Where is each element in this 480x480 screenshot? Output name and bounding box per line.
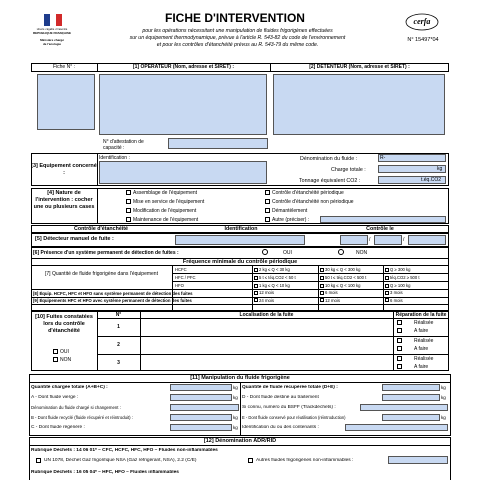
adr-rubrique-2: Rubrique Déchets : 16 05 04* – HFC, HFO – Fluides inflammables: [31, 470, 179, 475]
cb-hcfc-3[interactable]: [385, 268, 389, 272]
label-mise-en-service: Mise en service de l'équipement: [133, 199, 205, 205]
label-controle-periodique: Contrôle d'étanchéité périodique: [272, 190, 344, 196]
type-hfo: HFO: [175, 283, 184, 288]
detenteur-heading: [2] DETENTEUR (Nom, adresse et SIRET) :: [309, 64, 410, 70]
manip-right-label-4: Identification du ou des contenants :: [242, 425, 319, 430]
radio-oui[interactable]: [262, 249, 268, 255]
row9-label: [9] Équipements HFC et HFO avec système permanent de détection des fuites: [33, 298, 192, 303]
charge-input[interactable]: [378, 165, 446, 173]
autres-fluides-label: Autres fluides frigorigènes non-inflammables :: [256, 458, 354, 463]
fuite-row-3-location[interactable]: [141, 355, 392, 371]
fuite-3-afaire-label: A faire: [414, 364, 429, 370]
date-year-input[interactable]: [408, 235, 446, 245]
manip-left-input-4[interactable]: [170, 424, 232, 431]
cell-hcfc-3: Q ≥ 300 kg: [390, 267, 411, 272]
cb-hfo-2[interactable]: [320, 284, 324, 288]
autre-input[interactable]: [320, 216, 446, 223]
fuites-col-no: N°: [115, 312, 122, 318]
checkbox-autres-fluides[interactable]: [248, 458, 253, 463]
tonnage-label: Tonnage équivalent CO2 :: [299, 178, 361, 184]
checkbox-autre[interactable]: [265, 217, 270, 222]
fluid-prefix: R-: [380, 155, 386, 161]
autres-fluides-input[interactable]: [388, 456, 448, 464]
fuites-oui-label: OUI: [60, 349, 69, 355]
flag-icon: [32, 14, 72, 28]
checkbox-fuites-non[interactable]: [53, 357, 58, 362]
label-demantelement: Démantèlement: [272, 208, 308, 214]
checkbox-mise-en-service[interactable]: [126, 199, 131, 204]
fuite-2-realisee-checkbox[interactable]: [397, 338, 402, 343]
subtitle-line-2: sur un équipement thermodynamique, prévue à l'article R. 543-82 du code de l'environnement: [129, 35, 346, 41]
quantite-label: [7] Quantité de fluide frigorigène dans l'équipement: [45, 271, 158, 277]
adr-rubrique-1: Rubrique Déchets : 14 06 01* – CFC, HCFC, HFC, HFO – Fluides non-inflammables: [31, 448, 218, 453]
fuites-label: [10] Fuites constatées lors du contrôle d'étanchéité: [35, 314, 93, 334]
manip-left-label-3: B - Dont fluide recyclé (fluide récupéré et réintroduit) :: [31, 415, 133, 420]
attestation-label: N° d'attestation de capacité :: [103, 139, 144, 151]
manip-left-label-4: C - Dont fluide régénéré :: [31, 425, 85, 430]
radio-non[interactable]: [338, 249, 344, 255]
cell-hcfc-2: 30 kg ≤ Q < 300 kg: [325, 267, 361, 272]
republique-logo: [32, 14, 72, 52]
cell-hfo-3: Q ≥ 100 kg: [390, 283, 411, 288]
row8-value-2: 6 mois: [325, 290, 338, 295]
cb-row8-1[interactable]: [254, 291, 258, 295]
tonnage-unit: t.éq.CO2: [421, 177, 442, 183]
manip-right-input-1[interactable]: [382, 394, 440, 401]
operator-input[interactable]: [99, 74, 267, 135]
cb-hfc-3[interactable]: [385, 276, 389, 280]
operator-heading: [1] OPERATEUR (Nom, adresse et SIRET) :: [132, 64, 235, 70]
manipulation-title: [11] Manipulation du fluide frigorigène: [190, 375, 290, 381]
date-separator-1: /: [369, 237, 371, 243]
fuite-row-1-no: 1: [117, 324, 120, 330]
cell-hfo-2: 10 kg ≤ Q < 100 kg: [325, 283, 361, 288]
detecteur-identification-input[interactable]: [175, 235, 305, 245]
fuite-2-afaire-label: A faire: [414, 346, 429, 352]
manip-right-label-3: E - Dont fluide conservé pour réutilisation (réintroduction): [242, 415, 346, 420]
charge-unit: kg: [437, 166, 443, 172]
radio-oui-label: OUI: [283, 250, 292, 256]
attestation-input[interactable]: [168, 138, 268, 149]
checkbox-un1078[interactable]: [36, 458, 41, 463]
checkbox-assemblage[interactable]: [126, 190, 131, 195]
date-day-input[interactable]: [340, 235, 368, 245]
checkbox-maintenance[interactable]: [126, 217, 131, 222]
cb-hfo-3[interactable]: [385, 284, 389, 288]
date-month-input[interactable]: [374, 235, 402, 245]
manip-left-input-1[interactable]: [170, 394, 232, 401]
identification-heading: Identification: [224, 226, 258, 232]
identification-label: Identification :: [99, 155, 130, 161]
checkbox-demantelement[interactable]: [265, 208, 270, 213]
manip-right-label-0: Quantité de fluide récupérée totale (D+E) :: [242, 385, 338, 390]
manip-left-unit-0: kg: [233, 385, 238, 390]
cb-hfc-2[interactable]: [320, 276, 324, 280]
cell-hfc-3: téq.CO2 ≥ 500 t: [390, 275, 420, 280]
controle-le-heading: Contrôle le: [366, 226, 394, 232]
label-maintenance: Maintenance de l'équipement: [133, 217, 199, 223]
cb-row9-1[interactable]: [254, 298, 258, 302]
fuite-row-2-no: 2: [117, 342, 120, 348]
logo-ministere: Ministère chargé: [40, 39, 64, 42]
logo-motto: Liberté • Égalité • Fraternité: [36, 28, 68, 31]
manip-right-label-1: D - Dont fluide destiné au traitement: [242, 395, 319, 400]
adr-title: [12] Dénomination ADR/RID: [203, 438, 277, 444]
cell-hfc-1: 5 t ≤ téq.CO2 < 50 t: [259, 275, 296, 280]
row8-label: [8] Équip. HCFC, HFC et HFO sans système permanent de détection des fuites: [33, 291, 193, 296]
manip-right-unit-0: kg: [441, 385, 446, 390]
label-assemblage: Assemblage de l'équipement: [133, 190, 198, 196]
manip-right-unit-1: kg: [441, 395, 446, 400]
fiche-number-label: Fiche N° :: [52, 64, 75, 70]
manip-left-label-0: Quantité chargée totale (A+B+C) :: [31, 385, 108, 390]
cb-hcfc-1[interactable]: [254, 268, 258, 272]
fuite-1-afaire-label: A faire: [414, 328, 429, 334]
label-autre: Autre (préciser) :: [272, 217, 310, 223]
manip-right-label-2: Si connu, numéro du BSFF (Trackdéchets) :: [242, 405, 336, 410]
cerfa-logo: [405, 13, 439, 31]
manip-left-unit-3: kg: [233, 415, 238, 420]
radio-non-label: NON: [356, 250, 368, 256]
label-controle-non-periodique: Contrôle d'étanchéité non périodique: [272, 199, 354, 205]
equipement-label: [3] Équipement concerné :: [31, 163, 97, 176]
fuite-3-realisee-checkbox[interactable]: [397, 356, 402, 361]
checkbox-controle-non-periodique[interactable]: [265, 199, 270, 204]
manip-left-input-2[interactable]: [170, 404, 239, 411]
cerfa-number: N° 15497*04: [407, 37, 439, 43]
date-separator-2: /: [403, 237, 405, 243]
logo-ecologie: de l'écologie: [42, 43, 62, 46]
fuite-2-realisee-label: Réalisée: [414, 338, 434, 344]
row8-value-1: 12 mois: [259, 290, 275, 295]
manip-left-label-1: A - Dont fluide vierge :: [31, 395, 79, 400]
row9-value-1: 24 mois: [259, 298, 275, 303]
fuites-col-rep: Réparation de la fuite: [395, 312, 447, 318]
fuite-row-3-no: 3: [117, 360, 120, 366]
fuite-1-realisee-checkbox[interactable]: [397, 320, 402, 325]
un1078-label: UN 1078, Déchet Gaz frigorifique NSA (Gaz réfrigérant, NSA), 2.2 (C/E): [44, 458, 197, 463]
manip-right-input-2[interactable]: [360, 404, 448, 411]
fluid-name-label: Dénomination du fluide :: [300, 156, 358, 162]
cb-hfo-1[interactable]: [254, 284, 258, 288]
identification-input[interactable]: [99, 161, 267, 184]
checkbox-fuites-oui[interactable]: [53, 349, 58, 354]
detenteur-input[interactable]: [273, 74, 445, 135]
cb-row8-2[interactable]: [320, 291, 324, 295]
detecteur-label: [5] Détecteur manuel de fuite :: [35, 236, 114, 242]
manip-right-input-3[interactable]: [382, 414, 440, 421]
cell-hfo-1: 1 kg ≤ Q < 10 kg: [259, 283, 290, 288]
frequence-title: Fréquence minimale du contrôle périodique: [182, 259, 298, 265]
type-hcfc: HCFC: [175, 267, 187, 272]
controle-heading: Contrôle d'étanchéité: [74, 226, 128, 232]
type-hfc: HFC / PFC: [175, 275, 196, 280]
fuites-col-loc: Localisation de la fuite: [239, 312, 294, 318]
logo-republique: RÉPUBLIQUE FRANÇAISE: [32, 32, 71, 35]
row9-value-3: 6 mois: [390, 298, 403, 303]
fuite-2-afaire-checkbox[interactable]: [397, 346, 402, 351]
charge-label: Charge totale :: [331, 167, 366, 173]
manip-right-input-0[interactable]: [382, 384, 440, 391]
cell-hcfc-1: 2 kg ≤ Q < 30 kg: [259, 267, 290, 272]
page-title: FICHE D'INTERVENTION: [165, 11, 305, 25]
manip-left-unit-4: kg: [233, 425, 238, 430]
subtitle-line-3: et pour les contrôles d'étanchéité prévus au R. 543-79 du même code.: [156, 42, 319, 48]
fuite-3-realisee-label: Réalisée: [414, 356, 434, 362]
fuite-1-afaire-checkbox[interactable]: [397, 328, 402, 333]
manip-left-input-3[interactable]: [170, 414, 232, 421]
detection-question: [6] Présence d'un système permanent de détection de fuites :: [33, 250, 179, 256]
fuites-non-label: NON: [60, 357, 72, 363]
fuite-row-1-location[interactable]: [141, 319, 392, 335]
row9-value-2: 12 mois: [325, 298, 341, 303]
manip-right-input-4[interactable]: [345, 424, 448, 431]
cb-hcfc-2[interactable]: [320, 268, 324, 272]
cb-row8-3[interactable]: [385, 291, 389, 295]
fuite-row-2-location[interactable]: [141, 337, 392, 353]
manip-left-unit-1: kg: [233, 395, 238, 400]
fuite-1-realisee-label: Réalisée: [414, 320, 434, 326]
cerfa-logo-text: cerfa: [413, 17, 431, 26]
cb-row9-2[interactable]: [320, 298, 324, 302]
checkbox-controle-periodique[interactable]: [265, 190, 270, 195]
row8-value-3: 3 mois: [390, 290, 403, 295]
checkbox-modification[interactable]: [126, 208, 131, 213]
manip-left-label-2: Dénomination du fluide chargé si changement :: [31, 405, 121, 410]
fuite-3-afaire-checkbox[interactable]: [397, 364, 402, 369]
fiche-number-input[interactable]: [37, 74, 95, 130]
nature-label: [4] Nature de l'intervention : cocher une ou plusieurs cases: [33, 190, 95, 210]
cb-row9-3[interactable]: [385, 298, 389, 302]
cell-hfc-2: 50 t ≤ téq.CO2 < 500 t: [325, 275, 367, 280]
subtitle-line-1: pour les opérations nécessitant une manipulation de fluides frigorigènes effectuées: [142, 28, 333, 34]
label-modification: Modification de l'équipement: [133, 208, 197, 214]
manip-left-input-0[interactable]: [170, 384, 232, 391]
cb-hfc-1[interactable]: [254, 276, 258, 280]
manip-right-unit-3: kg: [441, 415, 446, 420]
